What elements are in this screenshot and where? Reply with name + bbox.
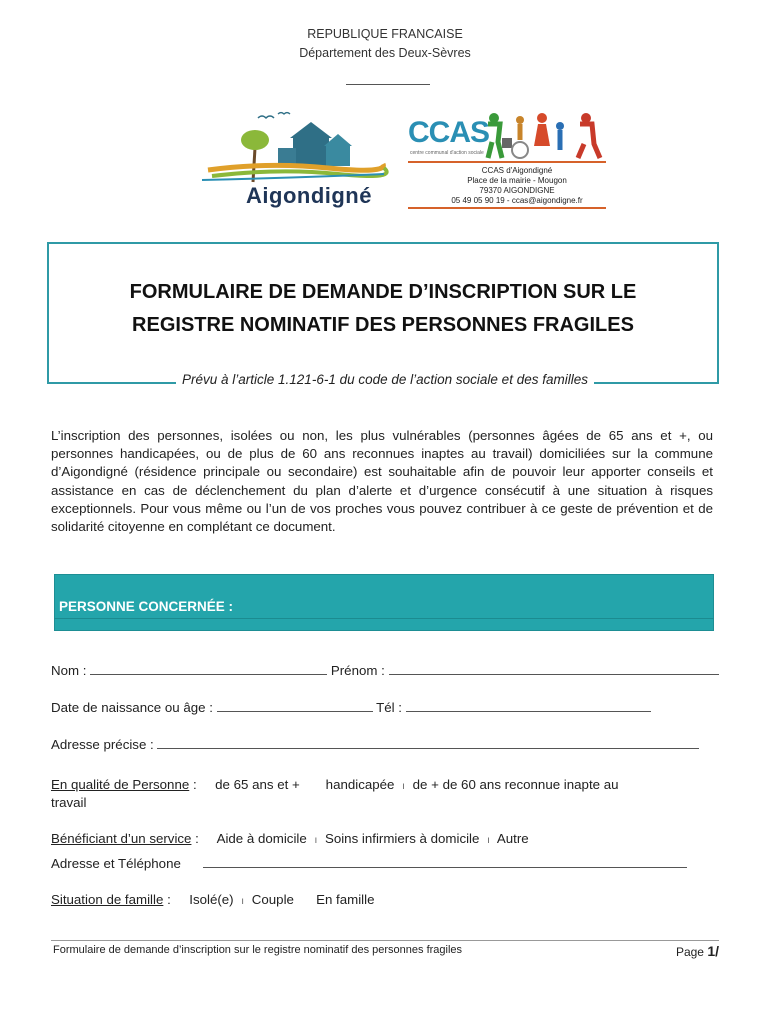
qualite-option-handicapee[interactable]: handicapée bbox=[325, 777, 395, 792]
famille-label: Situation de famille bbox=[51, 892, 164, 907]
ccas-wordmark: CCAS bbox=[408, 116, 490, 149]
separator-mark: ı bbox=[487, 835, 490, 846]
famille-colon: : bbox=[167, 892, 171, 907]
ccas-contact-line: Place de la mairie - Mougon bbox=[467, 176, 567, 185]
page-number-value: 1/ bbox=[707, 943, 719, 959]
famille-option-couple[interactable]: Couple bbox=[251, 892, 294, 907]
form-title-line2: REGISTRE NOMINATIF DES PERSONNES FRAGILES bbox=[132, 314, 634, 336]
title-box bbox=[47, 242, 719, 384]
qualite-option-65[interactable]: de 65 ans et + bbox=[215, 777, 300, 792]
ccas-contact-line: 05 49 05 90 19 - ccas@aigondigne.fr bbox=[451, 196, 583, 205]
aigondigne-logo bbox=[198, 108, 398, 214]
ccas-divider-bottom bbox=[408, 207, 606, 209]
separator-mark: ı bbox=[314, 835, 318, 846]
footer-divider bbox=[51, 940, 719, 941]
header-republique: REPUBLIQUE FRANCAISE bbox=[307, 27, 463, 41]
service-label: Bénéficiant d’un service bbox=[51, 831, 192, 846]
nom-field[interactable] bbox=[90, 662, 327, 675]
service-colon: : bbox=[195, 831, 199, 846]
nom-label: Nom : bbox=[51, 663, 87, 678]
section-header bbox=[54, 574, 714, 631]
adresse-label: Adresse précise : bbox=[51, 737, 154, 752]
adresse-tel-label: Adresse et Téléphone bbox=[51, 856, 181, 871]
section-divider bbox=[54, 618, 714, 619]
aigondigne-wordmark: Aigondigné bbox=[246, 183, 372, 208]
qualite-label: En qualité de Personne bbox=[51, 777, 190, 792]
naissance-field[interactable] bbox=[217, 699, 373, 712]
separator-mark: ı bbox=[402, 781, 405, 792]
footer-text: Formulaire de demande d’inscription sur le registre nominatif des personnes fragiles bbox=[53, 944, 463, 956]
section-title: PERSONNE CONCERNÉE : bbox=[59, 599, 234, 614]
row-naissance bbox=[51, 699, 651, 715]
ccas-contact-line: 79370 AIGONDIGNE bbox=[479, 186, 555, 195]
row-nom bbox=[51, 662, 719, 678]
naissance-label: Date de naissance ou âge : bbox=[51, 700, 213, 715]
qualite-option-inapte-wrap: travail bbox=[51, 795, 87, 810]
header-departement: Département des Deux-Sèvres bbox=[299, 46, 471, 60]
row-adresse-telephone bbox=[51, 855, 687, 871]
qualite-option-inapte[interactable]: de + de 60 ans reconnue inapte au bbox=[412, 777, 619, 792]
service-option-soins[interactable]: Soins infirmiers à domicile bbox=[324, 831, 480, 846]
prenom-field[interactable] bbox=[389, 662, 719, 675]
page-number bbox=[676, 943, 719, 959]
ccas-contact bbox=[442, 166, 592, 206]
form-subtitle bbox=[0, 372, 770, 387]
separator-mark: ı bbox=[241, 896, 245, 907]
header-divider bbox=[346, 84, 430, 85]
ccas-contact-line: CCAS d'Aigondigné bbox=[481, 166, 553, 175]
ccas-logo bbox=[404, 108, 609, 212]
adresse-field[interactable] bbox=[157, 736, 699, 749]
form-subtitle-text: Prévu à l’article 1.121-6-1 du code de l’action sociale et des familles bbox=[176, 372, 594, 387]
adresse-tel-field[interactable] bbox=[203, 855, 687, 868]
intro-paragraph: L’inscription des personnes, isolées ou non, les plus vulnérables (personnes âgées de 65 ans et +, ou personnes handicapées, ou de plus de 60 ans reconnues inaptes au travail) domiciliées sur la commune d’Aigondigné (résidence principale ou secondaire) est souhaitable afin de pouvoir leur apporter conseils et assistance en cas de déclenchement du plan d’alerte et d’urgence consécutif à une situation à risques exceptionnels. Pour vous même ou l’un de vos proches vous pouvez contribuer à ce geste de prévention et de solidarité citoyenne en complétant ce document. bbox=[51, 428, 713, 535]
page-label: Page bbox=[675, 945, 704, 959]
row-service bbox=[51, 831, 529, 846]
service-option-autre[interactable]: Autre bbox=[496, 831, 529, 846]
service-option-aide[interactable]: Aide à domicile bbox=[216, 831, 307, 846]
ccas-subtitle: centre communal d'action sociale bbox=[410, 150, 484, 156]
famille-option-famille[interactable]: En famille bbox=[316, 892, 375, 907]
famille-option-isole[interactable]: Isolé(e) bbox=[189, 892, 234, 907]
tel-label: Tél : bbox=[376, 700, 402, 715]
row-adresse bbox=[51, 736, 699, 752]
ccas-divider bbox=[408, 161, 606, 163]
row-qualite bbox=[51, 777, 619, 792]
form-title-line1: FORMULAIRE DE DEMANDE D’INSCRIPTION SUR LE bbox=[129, 281, 637, 303]
tel-field[interactable] bbox=[406, 699, 651, 712]
row-famille bbox=[51, 892, 374, 907]
prenom-label: Prénom : bbox=[330, 663, 385, 678]
qualite-colon: : bbox=[192, 777, 197, 792]
row-qualite-wrap bbox=[51, 795, 86, 810]
